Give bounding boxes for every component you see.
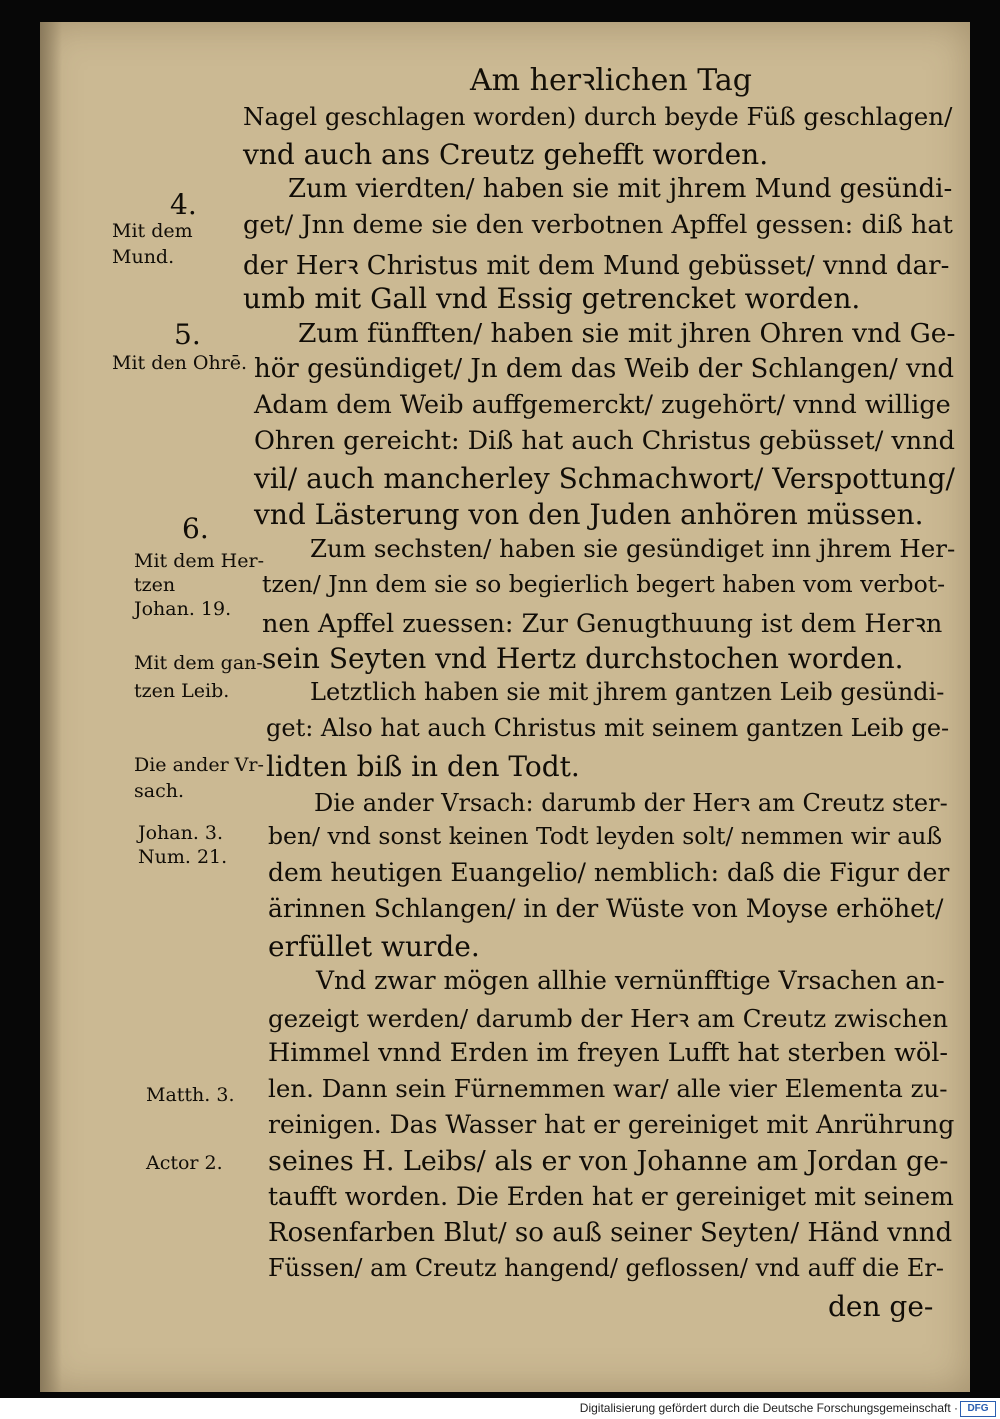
text-line-26: gezeigt werden/ darumb der Herꝛ am Creutz zwischen (268, 1004, 949, 1033)
text-line-18: get: Also hat auch Christus mit seinem gantzen Leib ge- (266, 714, 950, 742)
text-line-24: erfüllet wurde. (268, 930, 480, 963)
footer-credit-text: Digitalisierung gefördert durch die Deutsche Forschungsgemeinschaft · (579, 1401, 958, 1415)
text-line-17: Letztlich haben sie mit jhrem gantzen Leib gesündi- (310, 678, 945, 706)
text-line-4: get/ Jnn deme sie den verbotnen Apffel gessen: diß hat (243, 210, 953, 240)
text-line-25: Vnd zwar mögen allhie vernünfftige Vrsachen an- (316, 966, 945, 995)
text-line-23: ärinnen Schlangen/ in der Wüste von Moyse erhöhet/ (268, 894, 944, 923)
margin-number-6: 6. (182, 512, 209, 545)
margin-note-johan-19: Johan. 19. (134, 598, 232, 620)
margin-note-num-21: Num. 21. (138, 846, 228, 868)
text-line-7: Zum fünfften/ haben sie mit jhren Ohren vnd Ge- (298, 318, 956, 349)
margin-number-4: 4. (170, 188, 197, 221)
text-line-8: hör gesündiget/ Jn dem das Weib der Schlangen/ vnd (254, 354, 955, 384)
margin-note-mund: Mund. (112, 246, 175, 268)
text-line-2: vnd auch ans Creutz gehefft worden. (243, 138, 769, 171)
text-line-15: nen Apffel zuessen: Zur Genugthuung ist dem Herꝛn (262, 609, 943, 639)
margin-note-mit-den-ohren: Mit den Ohrē. (112, 352, 248, 374)
margin-note-actor-2: Actor 2. (146, 1152, 223, 1174)
text-line-30: seines H. Leibs/ als er von Johanne am Jordan ge- (268, 1146, 949, 1177)
text-line-13: Zum sechsten/ haben sie gesündiget inn jhrem Her- (310, 534, 956, 563)
text-line-31: taufft worden. Die Erden hat er gereiniget mit seinem (268, 1182, 954, 1211)
running-head: Am herꝛlichen Tag (470, 63, 752, 98)
text-line-27: Himmel vnnd Erden im freyen Lufft hat sterben wöl- (268, 1038, 949, 1068)
margin-number-5: 5. (174, 318, 201, 351)
page-spine-shadow (40, 22, 62, 1392)
text-line-9: Adam dem Weib auffgemerckt/ zugehört/ vnnd willige (254, 390, 951, 420)
margin-note-mit-dem-hertzen: Mit dem Her- (134, 550, 264, 572)
margin-note-tzen: tzen (134, 574, 176, 596)
text-line-11: vil/ auch mancherley Schmachwort/ Verspottung/ (254, 462, 955, 495)
margin-note-gantzen-leib: tzen Leib. (134, 680, 230, 702)
margin-note-mit-dem: Mit dem (112, 220, 193, 242)
text-line-22: dem heutigen Euangelio/ nemblich: daß die Figur der (268, 858, 950, 887)
text-line-16: sein Seyten vnd Hertz durchstochen worden. (262, 642, 904, 675)
margin-note-johan-3: Johan. 3. (138, 822, 224, 844)
text-line-3: Zum vierdten/ haben sie mit jhrem Mund gesündi- (288, 174, 953, 204)
text-line-28: len. Dann sein Fürnemmen war/ alle vier Elementa zu- (268, 1074, 948, 1103)
text-line-6: umb mit Gall vnd Essig getrencket worden. (243, 282, 861, 315)
text-line-14: tzen/ Jnn dem sie so begierlich begert haben vom verbot- (262, 570, 946, 598)
text-line-33: Füssen/ am Creutz hangend/ geflossen/ vnd auff die Er- (268, 1254, 945, 1282)
margin-note-die-ander-vrsach: Die ander Vr- (134, 754, 264, 776)
margin-note-mit-dem-gantzen: Mit dem gan- (134, 652, 263, 674)
text-line-10: Ohren gereicht: Diß hat auch Christus gebüsset/ vnnd (254, 426, 955, 456)
text-line-19: lidten biß in den Todt. (266, 750, 580, 783)
dfg-logo: DFG (960, 1401, 996, 1417)
digitization-footer (0, 1398, 1000, 1419)
text-line-5: der Herꝛ Christus mit dem Mund gebüsset/ vnnd dar- (243, 251, 950, 281)
margin-note-matth-3: Matth. 3. (146, 1084, 235, 1106)
text-line-29: reinigen. Das Wasser hat er gereiniget mit Anrührung (268, 1110, 955, 1139)
text-line-32: Rosenfarben Blut/ so auß seiner Seyten/ Händ vnnd (268, 1218, 953, 1248)
margin-note-sach: sach. (134, 780, 184, 802)
text-line-12: vnd Lästerung von den Juden anhören müssen. (254, 498, 924, 531)
text-line-21: ben/ vnd sonst keinen Todt leyden solt/ nemmen wir auß (268, 822, 943, 850)
text-line-1: Nagel geschlagen worden) durch beyde Füß geschlagen/ (243, 102, 953, 131)
text-line-34: den ge- (828, 1290, 934, 1323)
text-line-20: Die ander Vrsach: darumb der Herꝛ am Creutz ster- (314, 789, 948, 817)
